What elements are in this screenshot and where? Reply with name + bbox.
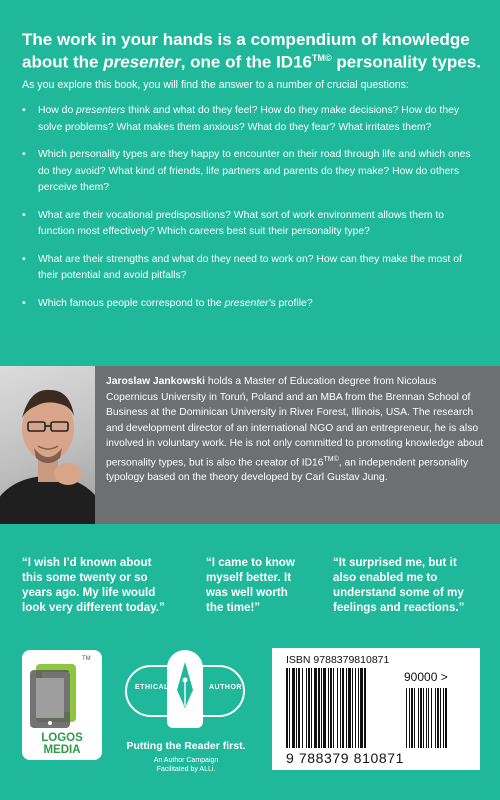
pen-nib-icon [167,650,203,728]
barcode-bar [337,668,338,748]
barcode-bar [298,668,300,748]
price-arrow: > [440,670,448,684]
question-item [22,103,482,136]
barcode-bar [311,668,312,748]
author-word: AUTHOR [209,684,242,691]
headline-presenter: presenter [103,52,181,72]
question-text: What are their vocational predispositions? What sort of work environment allows them to function most effectively? Which careers best suit their personality type? [38,209,444,237]
ethical-author-logo [117,650,255,773]
author-bio-text-2: , an independent personality typology based on the theory developed by Carl Gustav Jung. [106,456,469,484]
ethical-author-tagline: Putting the Reader first. [126,740,246,752]
barcode-bar [352,668,353,748]
barcode-bar [364,668,366,748]
isbn-digits: 9 788379 810871 [286,750,404,766]
author-band [0,366,500,524]
intro-text: As you explore this book, you will find the answer to a number of crucial questions: [22,79,409,91]
questions-list [22,103,482,323]
ethical-author-small-2: Facilitated by ALLi. [156,766,216,773]
barcode-bar [342,668,344,748]
addon-bar [435,688,436,748]
author-photo [0,366,95,524]
addon-bar [426,688,427,748]
question-text: How do [38,105,77,116]
barcode-bar [348,668,351,748]
testimonial-2: “I came to know myself better. It was well worth the time!” [206,556,295,614]
barcode-bar [340,668,341,748]
logos-media-line1: LOGOS [41,732,83,744]
question-item [22,208,482,241]
isbn-barcode [272,648,480,770]
barcode-bar [355,668,356,748]
question-text: What are their strengths and what do they need to work on? How can they make the most of their potential and avoid pitfalls? [38,253,462,281]
addon-bar [445,688,447,748]
barcode-bar [286,668,288,748]
bullet-icon: • [22,105,26,116]
question-text: Which personality types are they happy to encounter on their road through life and which ones do they avoid? What kind of friends, life partners and parents do they make? How do others perceive them? [38,149,471,193]
barcode-bar [360,668,363,748]
barcode-bar [292,668,295,748]
question-item [22,147,482,197]
author-name: Jaroslaw Jankowski [106,376,206,387]
addon-bar [431,688,432,748]
addon-bar [420,688,422,748]
barcode-bar [302,668,303,748]
barcode-bar [358,668,359,748]
isbn-label: ISBN 9788379810871 [286,654,390,666]
author-portrait-icon [0,366,95,524]
author-bio-trademark: TM© [323,455,339,463]
testimonial-1: “I wish I’d known about this some twenty or so years ago. My life would look very different today.” [22,556,165,614]
addon-bar [418,688,419,748]
question-text-end: profile? [275,297,313,309]
headline-trademark: TM© [312,53,332,63]
addon-bar [437,688,439,748]
addon-bar [443,688,444,748]
question-italic: presenters [76,105,126,116]
addon-bar [423,688,424,748]
bullet-icon: • [22,297,26,309]
barcode-bar [296,668,297,748]
logos-media-trademark: TM [82,656,91,662]
logos-media-logo [22,650,102,760]
testimonial-3: “It surprised me, but it also enabled me to understand some of my feelings and reactions.” [333,556,465,614]
price-code [404,670,448,684]
bullet-icon: • [22,209,26,221]
addon-bar [414,688,415,748]
addon-bar [440,688,441,748]
headline [22,30,484,72]
barcode-bar [328,668,329,748]
barcode-bar [289,668,290,748]
headline-text-3: personality types. [331,52,481,72]
bullet-icon: • [22,149,26,160]
ethical-word: ETHICAL [135,684,169,691]
barcode-bar [333,668,334,748]
bullet-icon: • [22,253,26,265]
barcode-bar [323,668,326,748]
price-value: 90000 [404,670,438,684]
headline-text: The work in your hands is a compendium of knowledge about the [22,30,470,72]
question-text: Which famous people correspond to the [38,297,225,309]
ethical-author-small-1: An Author Campaign [153,757,219,764]
question-text-end: think and what do they feel? How do they make decisions? How do they solve problems? What makes them anxious? What do they fear? What irritates them? [38,105,460,133]
barcode-bar [314,668,317,748]
author-bio [106,374,490,486]
addon-bar [411,688,413,748]
question-item [22,252,482,285]
barcode-bar [330,668,332,748]
barcode-bar [308,668,310,748]
author-bio-text: holds a Master of Education degree from Nicolaus Copernicus University in Toruń, Poland and an MBA from the Brennan School of Business at the Dominican University in River Forest, Illinois, USA. The research and development director of an international NGO and an entrepreneur, he is also involved in voluntary work. He is not only committed to promoting knowledge about personality types, but is also the creator of ID16 [106,376,484,468]
logos-media-line2: MEDIA [43,744,81,756]
headline-text-2: , one of the ID16 [180,52,312,72]
addon-bar [428,688,429,748]
addon-bar [406,688,407,748]
barcode-bar [318,668,320,748]
addon-bar [409,688,410,748]
barcode-bar [321,668,322,748]
question-italic: presenter's [224,297,276,309]
barcode-bar [306,668,307,748]
barcode-bar [346,668,347,748]
question-item [22,296,482,313]
